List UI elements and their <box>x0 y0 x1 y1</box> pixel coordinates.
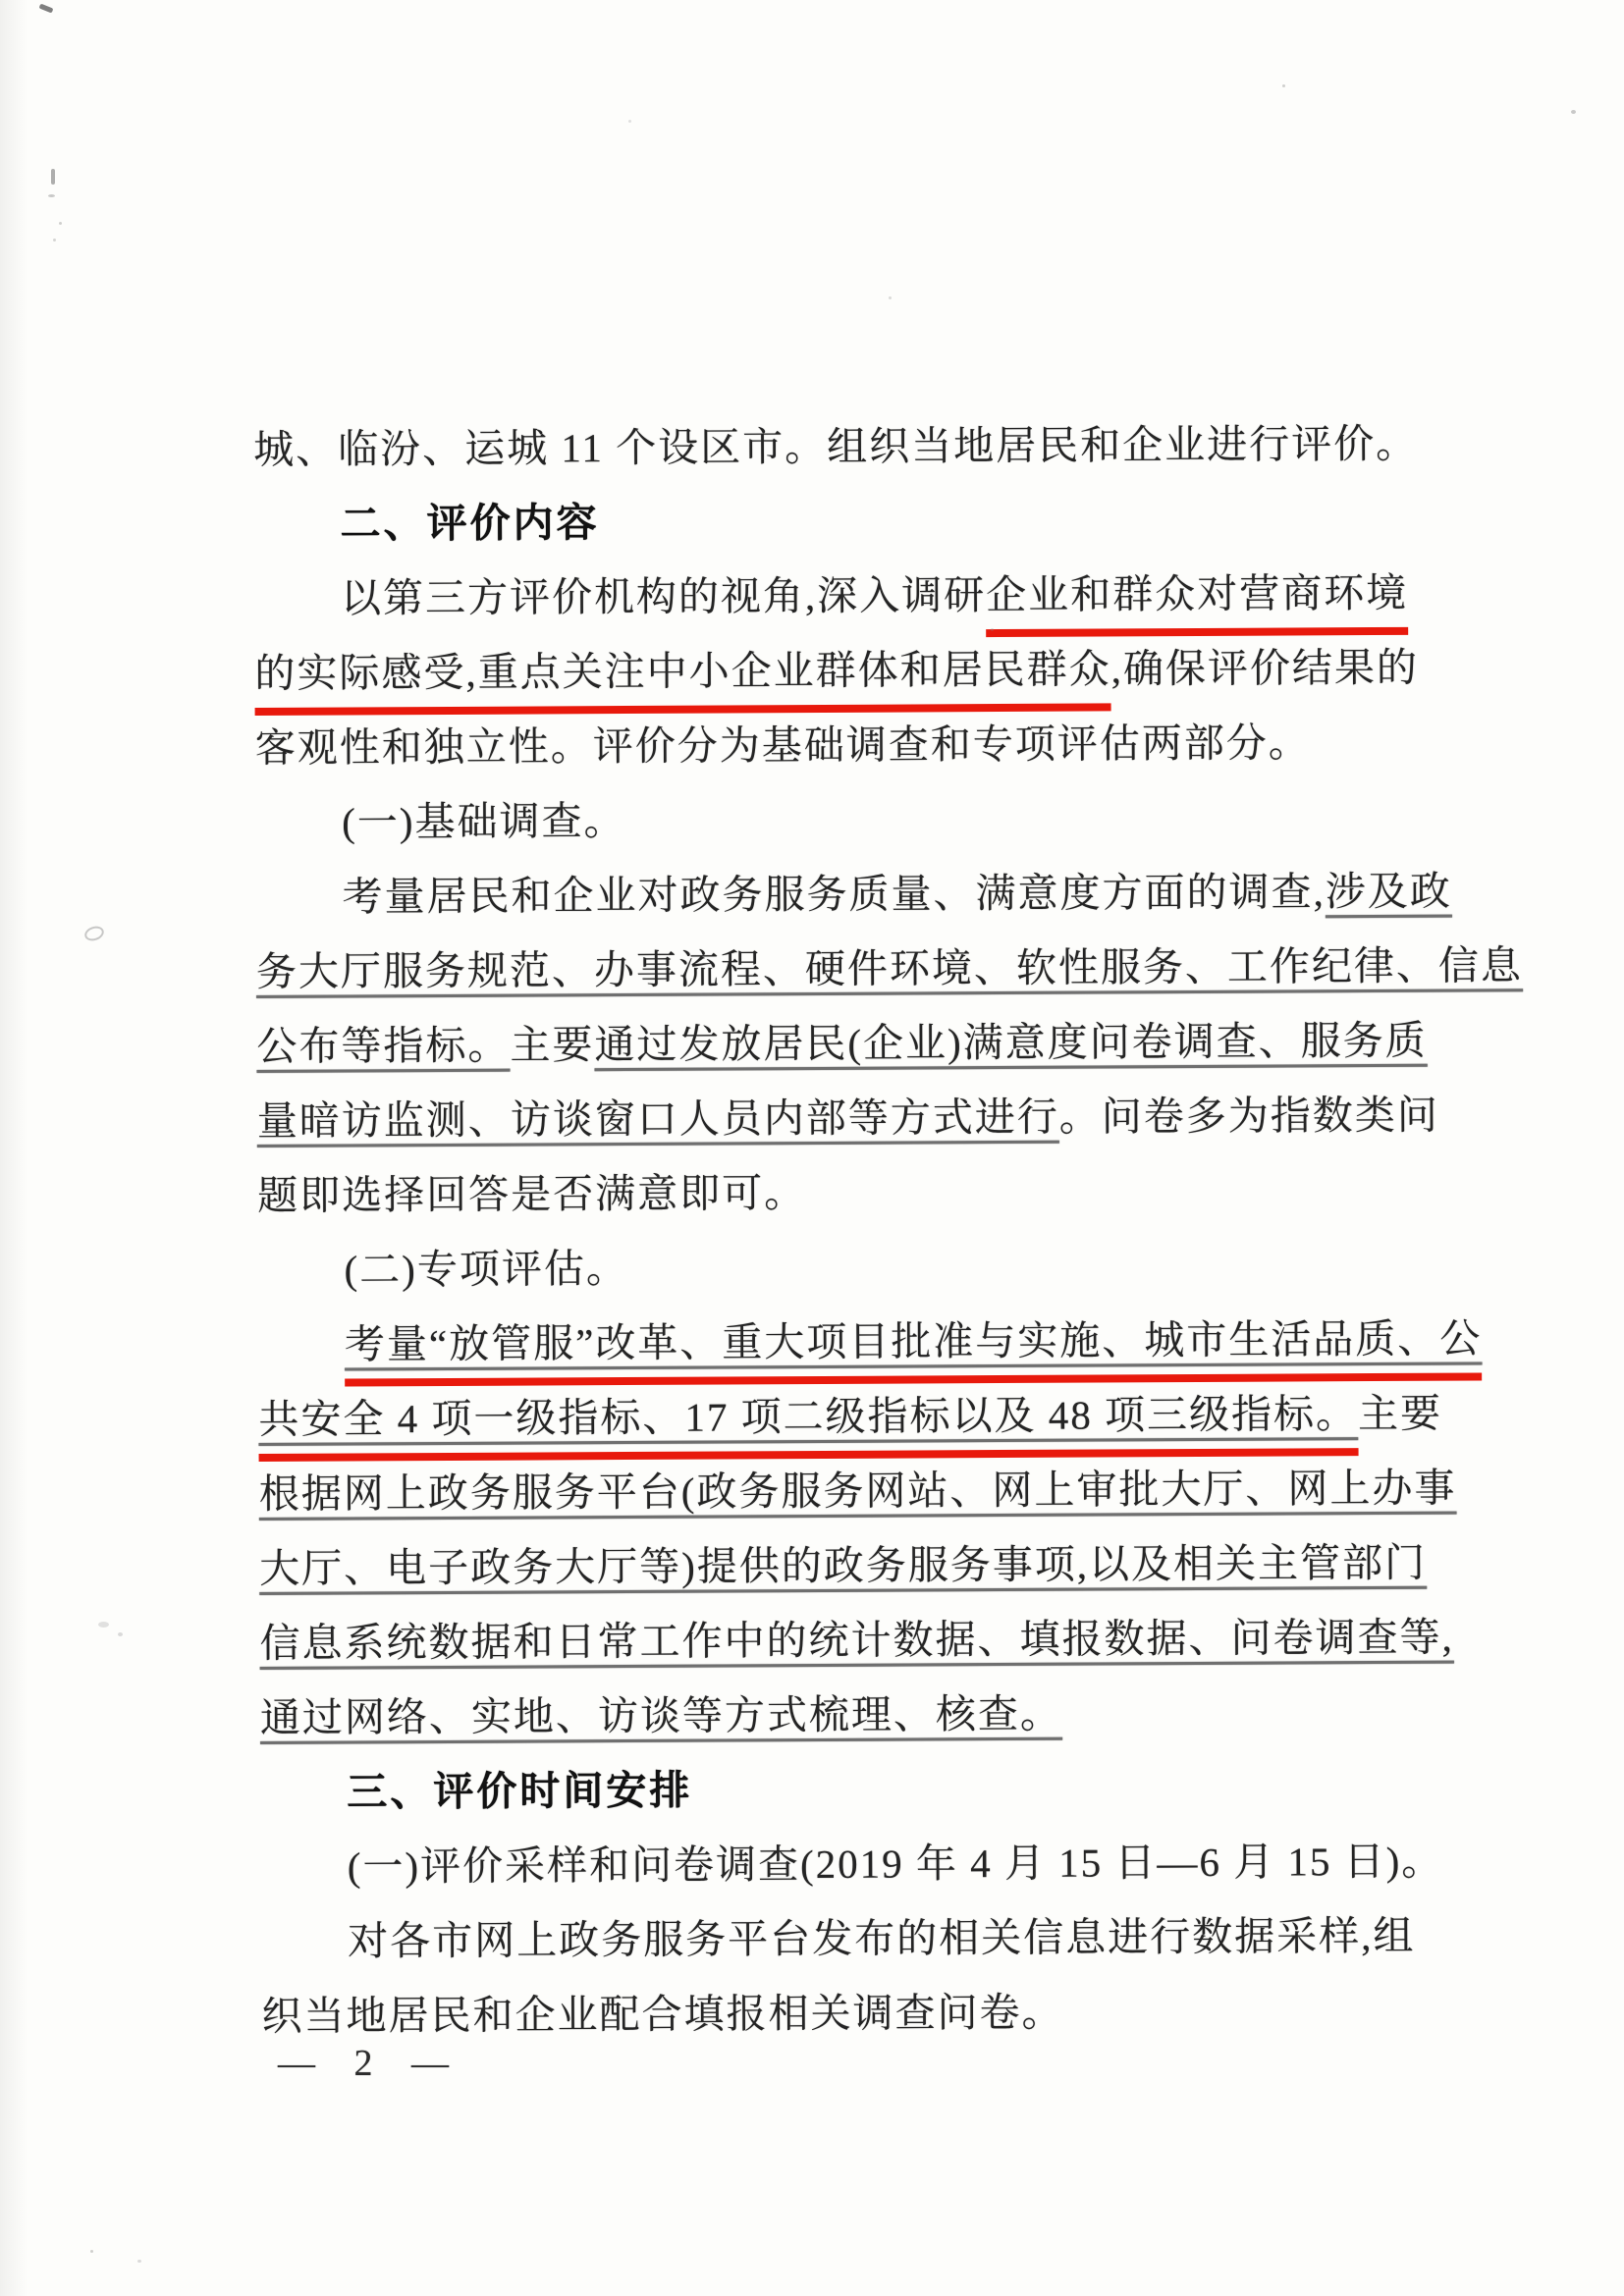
text-segment: 。问卷多为指数类问 <box>1058 1092 1439 1140</box>
scan-speck <box>39 4 54 14</box>
text-segment: ,确保评价结果的 <box>1110 644 1419 692</box>
text-segment: 三、评价时间安排 <box>347 1767 693 1815</box>
subheading-basic-survey <box>255 779 1399 860</box>
pencil-underlined-text: 通过网络、实地、访谈等方式梳理、核查。 <box>259 1690 1063 1740</box>
scan-speck <box>991 628 994 631</box>
body-line <box>253 406 1419 487</box>
scan-speck <box>53 239 56 241</box>
subheading-sampling-survey <box>261 1824 1444 1904</box>
text-segment: 以第三方评价机构的视角,深入调研 <box>340 572 987 621</box>
body-line <box>255 705 1399 785</box>
red-underlined-text: 共安全 4 项一级指标、17 项二级指标以及 48 项三级指标。 <box>258 1391 1358 1462</box>
scan-edge-shadow <box>0 0 27 2296</box>
pencil-underlined-text: 公布等指标。 <box>256 1022 511 1069</box>
scan-speck <box>98 1622 109 1628</box>
body-line <box>261 1898 1416 1979</box>
pencil-underlined-text: 信息系统数据和日常工作中的统计数据、填报数据、问卷调查等, <box>259 1614 1454 1666</box>
red-underlined-text: 考量“放管服”改革、重大项目批准与实施、城市生活品质、公 <box>345 1315 1483 1386</box>
pencil-underlined-text: 根据网上政务服务平台(政务服务网站、网上审批大厅、网上办事 <box>258 1465 1457 1517</box>
body-line <box>254 630 1419 711</box>
scan-speck <box>1571 110 1576 114</box>
scan-speck <box>48 194 55 197</box>
body-line <box>254 556 1409 636</box>
text-segment: 二、评价内容 <box>340 500 600 547</box>
red-underlined-text: 企业和群众对营商环境 <box>986 570 1408 637</box>
page-number: — 2 — <box>278 2043 463 2084</box>
red-underlined-text: 的实际感受,重点关注中小企业群体和居民群众 <box>254 646 1111 716</box>
scan-speck <box>1282 84 1285 87</box>
body-line <box>258 1451 1457 1531</box>
scan-speck <box>51 169 55 185</box>
pencil-underlined-text: 大厅、电子政务大厅等)提供的政务服务事项,以及相关主管部门 <box>259 1539 1428 1591</box>
body-line <box>258 1302 1483 1382</box>
scan-speck <box>889 296 892 299</box>
scan-speck <box>90 2250 93 2253</box>
body-line <box>255 854 1452 934</box>
text-segment: 对各市网上政务服务平台发布的相关信息进行数据采样,组 <box>348 1912 1416 1964</box>
scan-speck <box>118 1632 123 1636</box>
body-line <box>256 1078 1439 1158</box>
scan-squiggle <box>82 924 105 942</box>
subheading-special-assessment <box>257 1227 1401 1308</box>
pencil-underlined-text: 涉及政 <box>1325 868 1452 915</box>
text-segment: (二)专项评估。 <box>344 1246 629 1293</box>
text-segment: 题即选择回答是否满意即可。 <box>257 1170 807 1218</box>
document-lines <box>253 406 1524 2054</box>
body-line <box>258 1376 1443 1457</box>
body-line <box>255 929 1524 1009</box>
body-line <box>260 1675 1404 1755</box>
heading-evaluation-schedule <box>260 1749 1404 1830</box>
text-segment: (一)评价采样和问卷调查(2019 年 4 月 15 日—6 月 15 日)。 <box>347 1838 1444 1890</box>
text-segment: 织当地居民和企业配合填报相关调查问卷。 <box>261 1989 1064 2039</box>
scan-speck <box>628 120 631 123</box>
body-line <box>256 1003 1428 1084</box>
text-segment: 考量居民和企业对政务服务质量、满意度方面的调查, <box>342 869 1326 920</box>
text-segment: 主要 <box>1357 1390 1443 1437</box>
pencil-underlined-text: 通过发放居民(企业)满意度问卷调查、服务质 <box>594 1017 1428 1068</box>
text-segment: 客观性和独立性。评价分为基础调查和专项评估两部分。 <box>254 720 1311 771</box>
pencil-underlined-text: 务大厅服务规范、办事流程、硬件环境、软性服务、工作纪律、信息 <box>255 942 1524 994</box>
pencil-underlined-text: 量暗访监测、访谈窗口人员内部等方式进行 <box>256 1094 1059 1144</box>
body-line <box>257 1152 1401 1233</box>
body-line <box>259 1525 1428 1606</box>
heading-evaluation-content <box>253 481 1397 561</box>
text-segment: 城、临汾、运城 11 个设区市。组织当地居民和企业进行评价。 <box>253 420 1419 472</box>
body-line <box>259 1600 1454 1681</box>
scan-speck <box>59 222 62 225</box>
scan-speck <box>137 2260 141 2263</box>
text-segment: 主要 <box>510 1022 595 1068</box>
text-segment: (一)基础调查。 <box>342 798 626 845</box>
